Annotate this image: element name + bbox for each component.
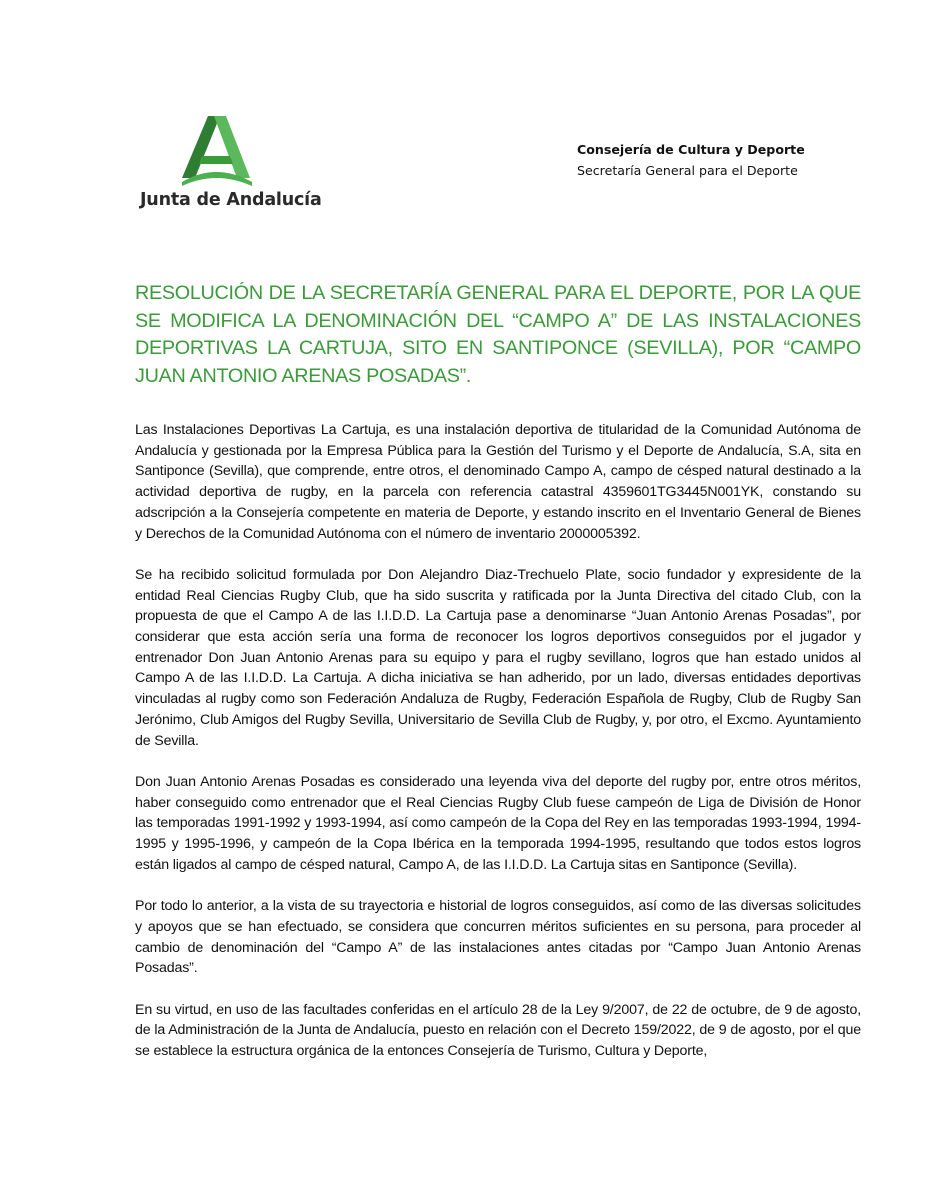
junta-andalucia-a-emblem-icon (180, 116, 254, 186)
document-title: RESOLUCIÓN DE LA SECRETARÍA GENERAL PARA EL DEPORTE, POR LA QUE SE MODIFICA LA DENOMINACIÓN DEL “CAMPO A” DE LAS INSTALACIONES DEPORTIVAS LA CARTUJA, SITO EN SANTIPONCE (SEVILLA), POR “CAMPO JUAN ANTONIO ARENAS POSADAS”. (135, 282, 861, 387)
paragraph: Se ha recibido solicitud formulada por Don Alejandro Diaz-Trechuelo Plate, socio fundador y expresidente de la entidad Real Ciencias Rugby Club, que ha sido suscrita y ratificada por la Junta Directiva del citado Club, con la propuesta de que el Campo A de las I.I.D.D. La Cartuja pase a denominarse “Juan Antonio Arenas Posadas”, por considerar que esta acción sería una forma de reconocer los logros deportivos conseguidos por el jugador y entrenador Don Juan Antonio Arenas para su equipo y para el rugby sevillano, logros que han estado unidos al Campo A de las I.I.D.D. La Cartuja. A dicha iniciativa se han adherido, por un lado, diversas entidades deportivas vinculadas al rugby como son Federación Andaluza de Rugby, Federación Española de Rugby, Club de Rugby San Jerónimo, Club Amigos del Rugby Sevilla, Universitario de Sevilla Club de Rugby, y, por otro, el Excmo. Ayuntamiento de Sevilla. (135, 566, 861, 749)
department-name: Consejería de Cultura y Deporte (577, 142, 805, 157)
document-body (135, 420, 861, 1082)
junta-de-andalucia-logo (138, 116, 322, 212)
paragraph: Por todo lo anterior, a la vista de su trayectoria e historial de logros conseguidos, así como de las diversas solicitudes y apoyos que se han efectuado, se considera que concurren méritos suficientes en su persona, para proceder al cambio de denominación del “Campo A” de las instalaciones antes citadas por “Campo Juan Antonio Arenas Posadas”. (135, 898, 861, 977)
paragraph: Las Instalaciones Deportivas La Cartuja, es una instalación deportiva de titularidad de la Comunidad Autónoma de Andalucía y gestionada por la Empresa Pública para la Gestión del Turismo y el Deporte de Andalucía, S.A, sita en Santiponce (Sevilla), que comprende, entre otros, el denominado Campo A, campo de césped natural destinado a la actividad deportiva de rugby, en la parcela con referencia catastral 4359601TG3445N001YK, constando su adscripción a la Consejería competente en materia de Deporte, y estando inscrito en el Inventario General de Bienes y Derechos de la Comunidad Autónoma con el número de inventario 2000005392. (135, 422, 861, 542)
subdepartment-name: Secretaría General para el Deporte (577, 163, 798, 178)
paragraph: Don Juan Antonio Arenas Posadas es considerado una leyenda viva del deporte del rugby por, entre otros méritos, haber conseguido como entrenador que el Real Ciencias Rugby Club fuese campeón de Liga de División de Honor las temporadas 1991-1992 y 1993-1994, así como campeón de la Copa del Rey en las temporadas 1993-1994, 1994-1995 y 1995-1996, y campeón de la Copa Ibérica en la temporada 1994-1995, resultando que todos estos logros están ligados al campo de césped natural, Campo A, de las I.I.D.D. La Cartuja sitas en Santiponce (Sevilla). (135, 773, 861, 873)
paragraph: En su virtud, en uso de las facultades conferidas en el artículo 28 de la Ley 9/2007, de 22 de octubre, de 9 de agosto, de la Administración de la Junta de Andalucía, puesto en relación con el Decreto 159/2022, de 9 de agosto, por el que se establece la estructura orgánica de la entonces Consejería de Turismo, Cultura y Deporte, (135, 1001, 861, 1060)
logo-text: Junta de Andalucía (140, 190, 322, 210)
department-block (577, 139, 805, 181)
